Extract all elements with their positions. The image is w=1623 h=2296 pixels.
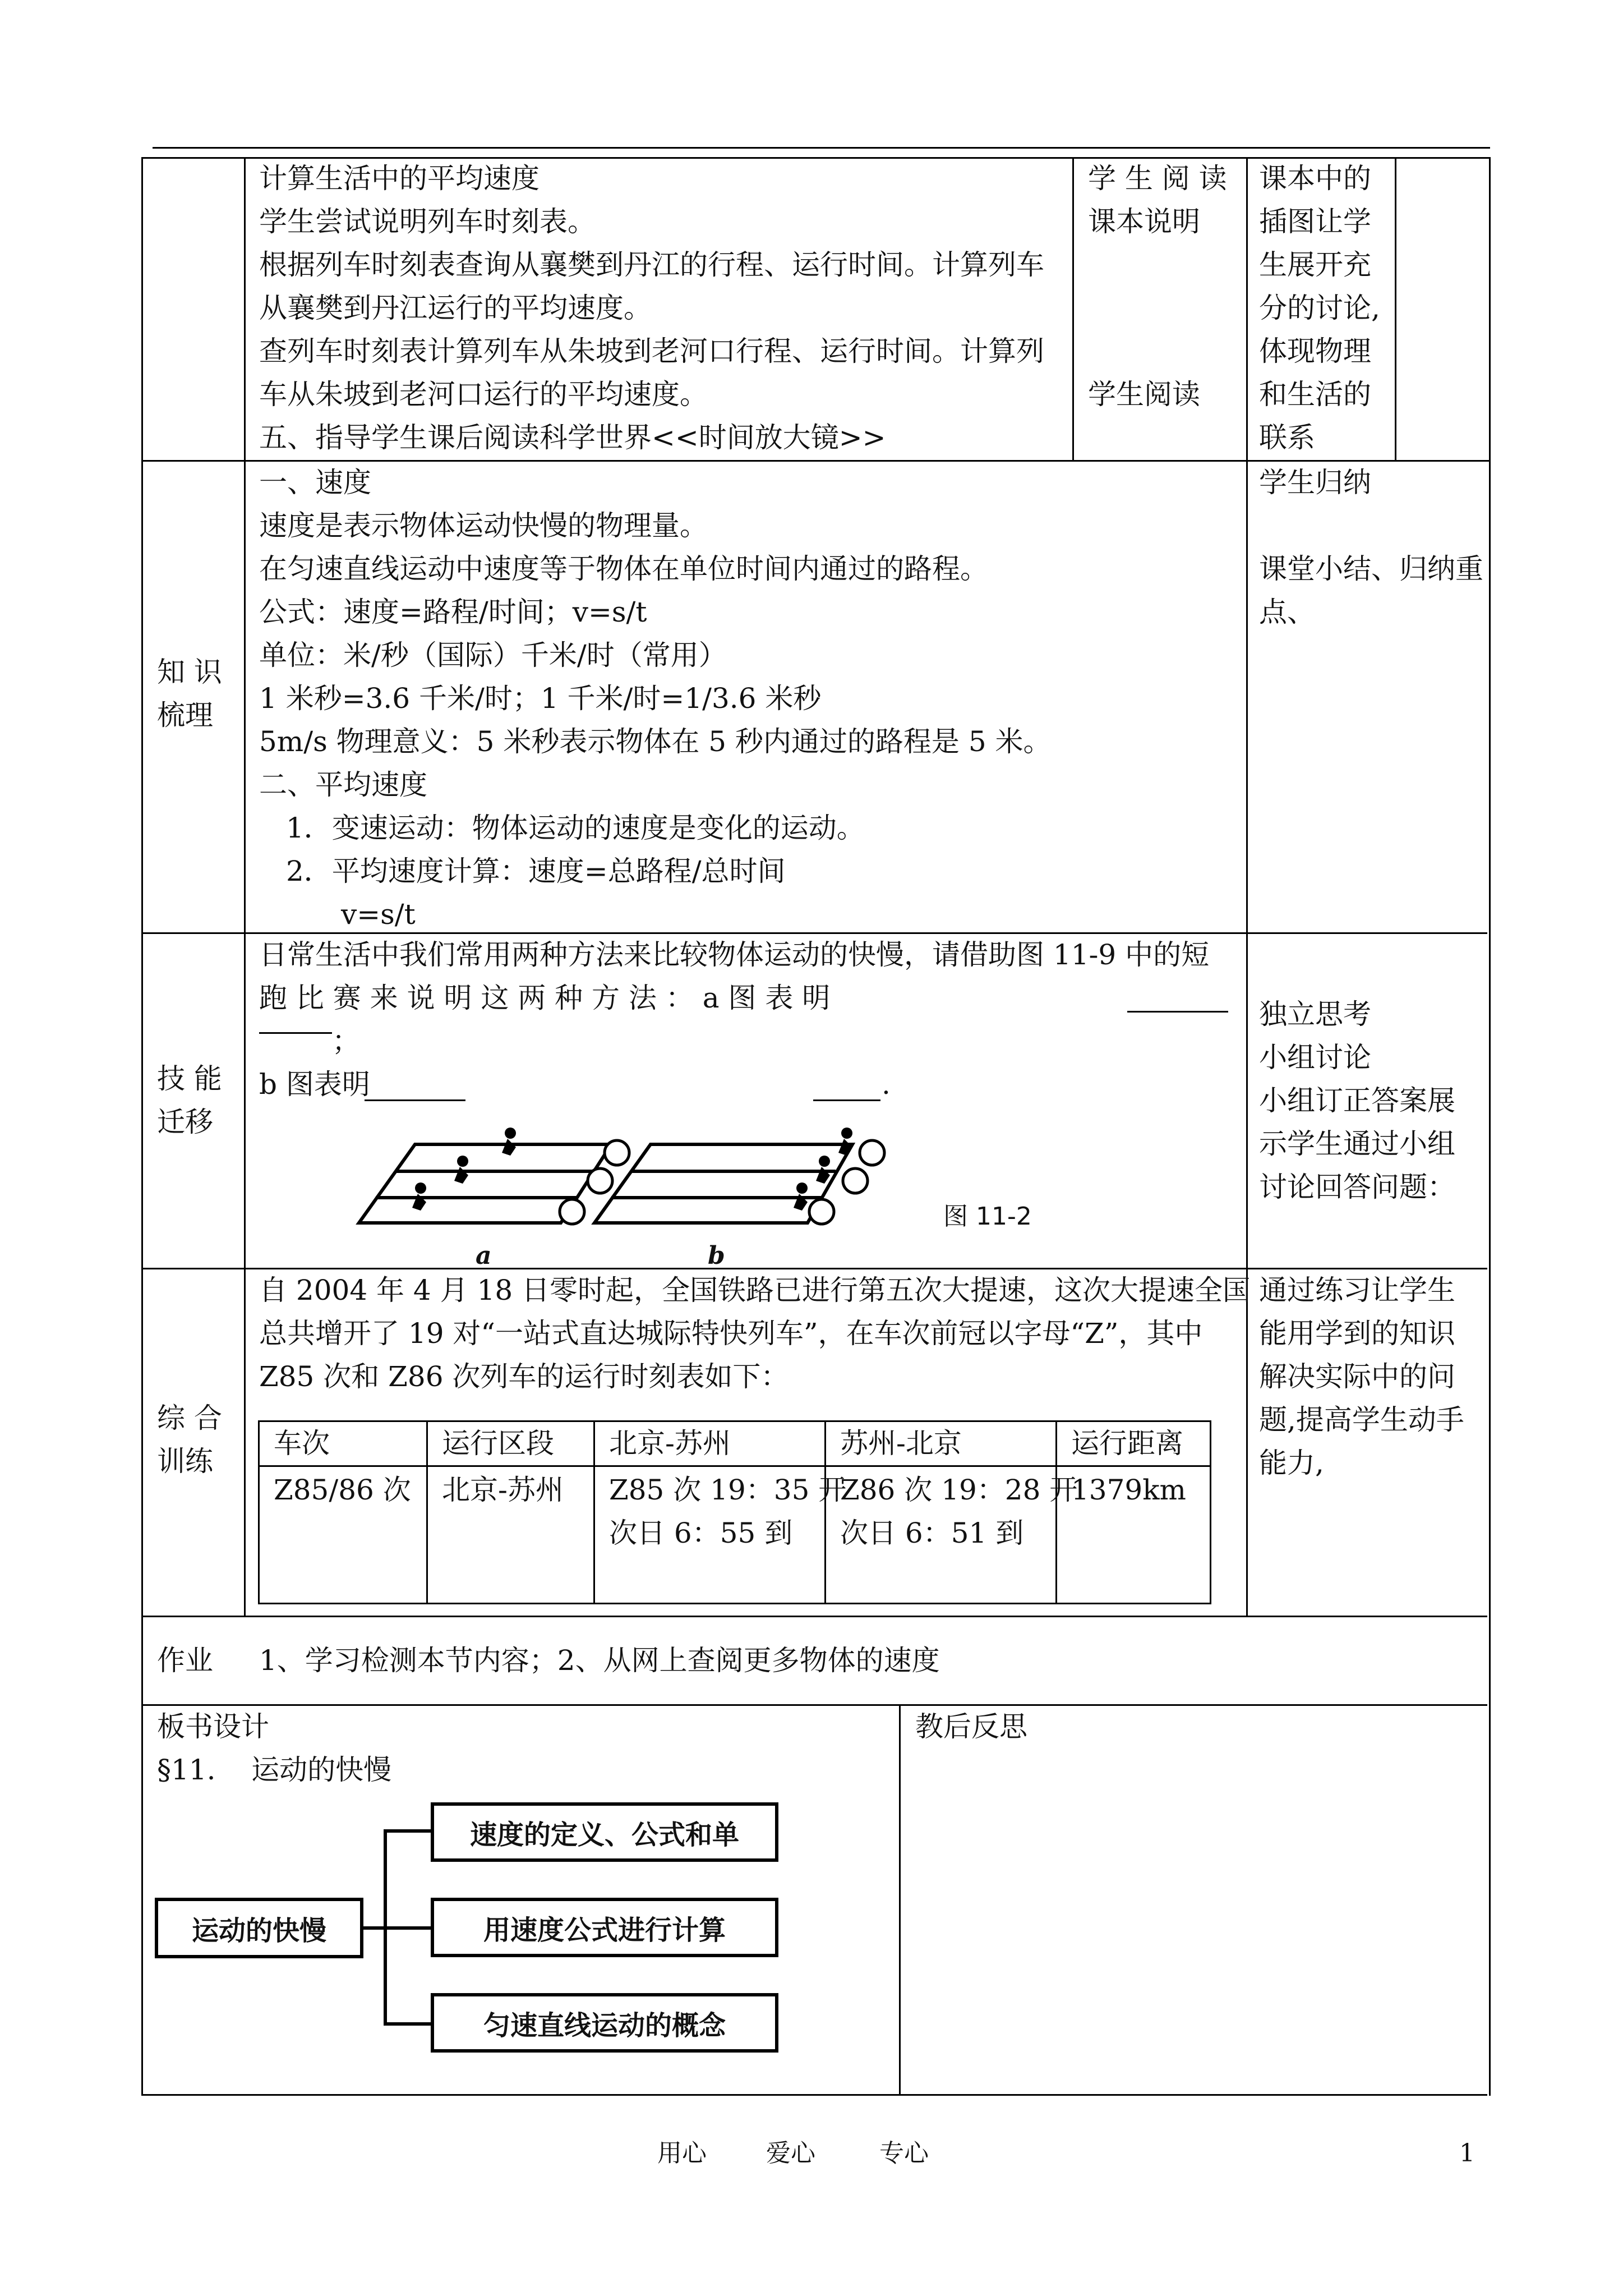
header-rule bbox=[153, 147, 1490, 149]
knowledge-line: 在匀速直线运动中速度等于物体在单位时间内通过的路程。 bbox=[259, 553, 988, 585]
table-header: 运行区段 bbox=[442, 1427, 554, 1460]
row-label: 迁移 bbox=[157, 1106, 213, 1138]
table-cell: Z85/86 次 bbox=[274, 1474, 411, 1506]
row-label: 训练 bbox=[157, 1445, 213, 1478]
knowledge-line: 1．变速运动：物体运动的速度是变化的运动。 bbox=[286, 812, 865, 844]
design-note: 分的讨论, bbox=[1259, 292, 1380, 324]
board-branch-node: 匀速直线运动的概念 bbox=[431, 1993, 778, 2053]
board-title: 板书设计 bbox=[157, 1710, 269, 1743]
connector bbox=[384, 2022, 434, 2026]
table-header: 车次 bbox=[274, 1427, 330, 1460]
design-note: 能力, bbox=[1259, 1447, 1324, 1479]
design-note: 点、 bbox=[1259, 596, 1315, 628]
board-main-node: 运动的快慢 bbox=[155, 1898, 363, 1958]
lesson-line: 根据列车时刻表查询从襄樊到丹江的行程、运行时间。计算列车 bbox=[259, 249, 1044, 281]
design-note: 联系 bbox=[1259, 421, 1315, 454]
skill-line: b 图表明 bbox=[259, 1068, 370, 1101]
skill-line: . bbox=[882, 1068, 891, 1101]
footer-text: 用心 bbox=[657, 2139, 707, 2168]
design-note: 学生归纳 bbox=[1259, 466, 1371, 499]
student-activity: 课本说明 bbox=[1088, 205, 1200, 238]
design-note: 生展开充 bbox=[1259, 249, 1371, 281]
design-note: 课本中的 bbox=[1259, 162, 1371, 195]
design-note: 能用学到的知识 bbox=[1259, 1317, 1455, 1350]
lesson-line: 车从朱坡到老河口运行的平均速度。 bbox=[259, 378, 708, 411]
table-cell: 次日 6：55 到 bbox=[609, 1517, 793, 1549]
figure-label-b: b bbox=[708, 1241, 725, 1270]
knowledge-line: 公式：速度=路程/时间；v=s/t bbox=[259, 596, 647, 628]
lesson-line: 查列车时刻表计算列车从朱坡到老河口行程、运行时间。计算列 bbox=[259, 335, 1044, 367]
table-border bbox=[1072, 157, 1074, 462]
table-cell: Z86 次 19：28 开 bbox=[840, 1474, 1078, 1506]
table-border bbox=[141, 157, 143, 2096]
figure-caption: 图 11-2 bbox=[943, 1202, 1032, 1231]
design-note: 小组订正答案展 bbox=[1259, 1084, 1455, 1117]
board-branch-node: 用速度公式进行计算 bbox=[431, 1898, 778, 1957]
table-header: 北京-苏州 bbox=[609, 1427, 731, 1460]
design-note: 通过练习让学生 bbox=[1259, 1274, 1455, 1306]
answer-blank-a-cont[interactable] bbox=[259, 1010, 332, 1034]
reflection-title: 教后反思 bbox=[915, 1710, 1027, 1743]
design-note: 体现物理 bbox=[1259, 335, 1371, 367]
knowledge-line: 二、平均速度 bbox=[259, 769, 427, 801]
connector bbox=[384, 1829, 434, 1833]
design-note: 插图让学 bbox=[1259, 205, 1371, 238]
page-number: 1 bbox=[1459, 2139, 1475, 2168]
table-border bbox=[141, 1616, 1487, 1617]
row-label: 知 识 bbox=[157, 656, 222, 688]
table-border bbox=[1395, 157, 1396, 462]
student-activity: 学生阅读 bbox=[1088, 378, 1200, 411]
table-header: 苏州-北京 bbox=[840, 1427, 962, 1460]
knowledge-line: 1 米秒=3.6 千米/时；1 千米/时=1/3.6 米秒 bbox=[259, 682, 822, 715]
design-note: 独立思考 bbox=[1259, 998, 1371, 1030]
student-activity: 学 生 阅 读 bbox=[1088, 162, 1227, 195]
design-note: 讨论回答问题： bbox=[1259, 1171, 1455, 1203]
lesson-line: 从襄樊到丹江运行的平均速度。 bbox=[259, 292, 652, 324]
lesson-line: 计算生活中的平均速度 bbox=[259, 162, 540, 195]
footer-text: 爱心 bbox=[766, 2139, 815, 2168]
knowledge-line: 单位：米/秒（国际）千米/时（常用） bbox=[259, 639, 727, 671]
connector bbox=[363, 1926, 386, 1930]
race-figure bbox=[348, 1122, 909, 1268]
figure-label-a: a bbox=[476, 1241, 492, 1270]
row-label: 作业 bbox=[157, 1644, 213, 1677]
homework-text: 1、学习检测本节内容；2、从网上查阅更多物体的速度 bbox=[259, 1644, 940, 1677]
board-subtitle: §11. 运动的快慢 bbox=[157, 1754, 392, 1786]
table-border bbox=[141, 1704, 1487, 1706]
table-cell: 北京-苏州 bbox=[442, 1474, 564, 1506]
row-label: 技 能 bbox=[157, 1062, 222, 1095]
design-note: 和生活的 bbox=[1259, 378, 1371, 411]
knowledge-line: 一、速度 bbox=[259, 466, 371, 499]
knowledge-line: 2．平均速度计算：速度=总路程/总时间 bbox=[286, 855, 786, 887]
footer-text: 专心 bbox=[879, 2139, 929, 2168]
answer-blank-b-end[interactable] bbox=[813, 1077, 880, 1101]
design-note: 解决实际中的问 bbox=[1259, 1360, 1455, 1393]
table-cell: Z85 次 19：35 开 bbox=[609, 1474, 847, 1506]
row-label: 梳理 bbox=[157, 699, 213, 731]
design-note: 小组讨论 bbox=[1259, 1041, 1371, 1074]
table-cell: 1379km bbox=[1071, 1474, 1186, 1506]
training-line: Z85 次和 Z86 次列车的运行时刻表如下： bbox=[259, 1360, 789, 1393]
board-branch-node: 速度的定义、公式和单 bbox=[431, 1802, 778, 1862]
skill-line: 日常生活中我们常用两种方法来比较物体运动的快慢，请借助图 11-9 中的短 bbox=[259, 938, 1210, 971]
training-line: 自 2004 年 4 月 18 日零时起，全国铁路已进行第五次大提速，这次大提速全国 bbox=[259, 1274, 1251, 1306]
table-border bbox=[1246, 157, 1248, 1617]
answer-blank-a[interactable] bbox=[1127, 988, 1228, 1013]
knowledge-line: 5m/s 物理意义：5 米秒表示物体在 5 秒内通过的路程是 5 米。 bbox=[259, 725, 1052, 758]
lesson-line: 学生尝试说明列车时刻表。 bbox=[259, 205, 596, 238]
answer-blank-b[interactable] bbox=[365, 1077, 465, 1101]
knowledge-line: v=s/t bbox=[341, 898, 416, 931]
training-line: 总共增开了 19 对“一站式直达城际特快列车”，在车次前冠以字母“Z”，其中 bbox=[259, 1317, 1203, 1350]
design-note: 示学生通过小组 bbox=[1259, 1128, 1455, 1160]
table-cell: 次日 6：51 到 bbox=[840, 1517, 1024, 1549]
row-label: 综 合 bbox=[157, 1402, 222, 1434]
table-border bbox=[244, 157, 246, 1617]
lesson-line: 五、指导学生课后阅读科学世界<<时间放大镜>> bbox=[259, 421, 886, 454]
design-note: 题,提高学生动手 bbox=[1259, 1404, 1464, 1436]
connector bbox=[384, 1926, 434, 1930]
table-header: 运行距离 bbox=[1071, 1427, 1183, 1460]
table-border bbox=[141, 2094, 1487, 2096]
stopwatch-icon bbox=[560, 1140, 884, 1224]
knowledge-line: 速度是表示物体运动快慢的物理量。 bbox=[259, 509, 708, 542]
skill-line: ； bbox=[332, 1025, 360, 1057]
design-note: 课堂小结、归纳重 bbox=[1259, 553, 1483, 585]
skill-line: 跑 比 赛 来 说 明 这 两 种 方 法 ： a 图 表 明 bbox=[259, 982, 831, 1014]
table-border bbox=[1489, 157, 1491, 2096]
table-border bbox=[899, 1704, 901, 2096]
